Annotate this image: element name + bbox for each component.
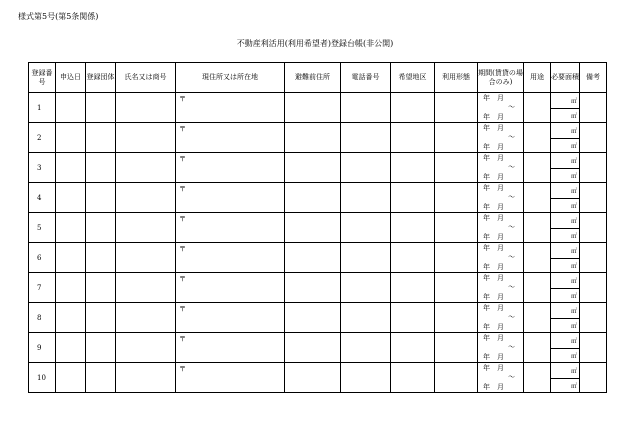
apply-date-cell[interactable] — [56, 183, 86, 213]
period-tilde: ～ — [508, 253, 515, 261]
area-subcell-top[interactable] — [551, 153, 579, 169]
apply-date-cell[interactable] — [56, 303, 86, 333]
evac-address-cell[interactable] — [285, 93, 341, 123]
period-to: 年 月 — [483, 233, 504, 241]
name-cell[interactable] — [116, 123, 176, 153]
period-tilde: ～ — [508, 103, 515, 111]
period-to: 年 月 — [483, 143, 504, 151]
reg-no-cell: 6 — [29, 243, 56, 273]
area-subcell-top[interactable] — [551, 123, 579, 139]
area-subcell-bottom[interactable] — [551, 258, 579, 273]
area-wish-cell[interactable] — [391, 363, 435, 393]
evac-address-cell[interactable] — [285, 153, 341, 183]
name-cell[interactable] — [116, 303, 176, 333]
evac-address-cell[interactable] — [285, 273, 341, 303]
remarks-cell[interactable] — [580, 183, 607, 213]
area-subcell-top[interactable] — [551, 93, 579, 109]
period-tilde: ～ — [508, 373, 515, 381]
reg-group-cell[interactable] — [86, 213, 116, 243]
table-row — [29, 153, 607, 183]
area-subcell-bottom[interactable] — [551, 108, 579, 123]
area-subcell-top[interactable] — [551, 303, 579, 319]
area-subcell-bottom[interactable] — [551, 138, 579, 153]
use-cell[interactable] — [524, 183, 551, 213]
apply-date-cell[interactable] — [56, 333, 86, 363]
reg-group-cell[interactable] — [86, 123, 116, 153]
reg-group-cell[interactable] — [86, 273, 116, 303]
period-from: 年 月 — [483, 364, 504, 372]
header-apply-date: 申込日 — [56, 63, 86, 93]
period-to: 年 月 — [483, 173, 504, 181]
area-unit: ㎡ — [570, 383, 577, 390]
area-unit: ㎡ — [570, 233, 577, 240]
period-from: 年 月 — [483, 334, 504, 342]
period-tilde: ～ — [508, 283, 515, 291]
usage-form-cell[interactable] — [435, 243, 478, 273]
area-subcell-bottom[interactable] — [551, 228, 579, 243]
required-area-cell[interactable] — [551, 303, 580, 333]
address-cell[interactable] — [176, 123, 285, 153]
area-subcell-top[interactable] — [551, 183, 579, 199]
phone-cell[interactable] — [341, 273, 391, 303]
apply-date-cell[interactable] — [56, 363, 86, 393]
address-cell[interactable] — [176, 303, 285, 333]
use-cell[interactable] — [524, 93, 551, 123]
use-cell[interactable] — [524, 273, 551, 303]
name-cell[interactable] — [116, 183, 176, 213]
area-unit: ㎡ — [570, 203, 577, 210]
period-from: 年 月 — [483, 214, 504, 222]
header-period: 期間(賃貸の場合のみ) — [478, 63, 524, 93]
reg-group-cell[interactable] — [86, 243, 116, 273]
area-subcell-top[interactable] — [551, 213, 579, 229]
period-tilde: ～ — [508, 223, 515, 231]
period-to: 年 月 — [483, 353, 504, 361]
name-cell[interactable] — [116, 153, 176, 183]
period-tilde: ～ — [508, 163, 515, 171]
header-row — [29, 63, 607, 93]
area-unit: ㎡ — [570, 338, 577, 345]
period-from: 年 月 — [483, 154, 504, 162]
reg-group-cell[interactable] — [86, 333, 116, 363]
period-tilde: ～ — [508, 133, 515, 141]
period-to: 年 月 — [483, 203, 504, 211]
header-area-wish: 希望地区 — [391, 63, 435, 93]
evac-address-cell[interactable] — [285, 363, 341, 393]
period-to: 年 月 — [483, 323, 504, 331]
table-row — [29, 363, 607, 393]
usage-form-cell[interactable] — [435, 363, 478, 393]
area-subcell-bottom[interactable] — [551, 168, 579, 183]
use-cell[interactable] — [524, 153, 551, 183]
postal-mark: 〒 — [179, 245, 186, 253]
area-unit: ㎡ — [570, 323, 577, 330]
period-cell[interactable] — [478, 333, 524, 363]
postal-mark: 〒 — [179, 95, 186, 103]
required-area-cell[interactable] — [551, 153, 580, 183]
header-phone: 電話番号 — [341, 63, 391, 93]
period-cell[interactable] — [478, 273, 524, 303]
required-area-cell[interactable] — [551, 273, 580, 303]
period-tilde: ～ — [508, 193, 515, 201]
required-area-cell[interactable] — [551, 213, 580, 243]
period-from: 年 月 — [483, 244, 504, 252]
period-tilde: ～ — [508, 343, 515, 351]
phone-cell[interactable] — [341, 183, 391, 213]
header-required-area: 必要面積 — [551, 63, 580, 93]
use-cell[interactable] — [524, 123, 551, 153]
area-wish-cell[interactable] — [391, 213, 435, 243]
remarks-cell[interactable] — [580, 273, 607, 303]
required-area-cell[interactable] — [551, 183, 580, 213]
reg-group-cell[interactable] — [86, 153, 116, 183]
phone-cell[interactable] — [341, 153, 391, 183]
reg-no-cell: 7 — [29, 273, 56, 303]
address-cell[interactable] — [176, 153, 285, 183]
area-subcell-top[interactable] — [551, 243, 579, 259]
table-row — [29, 213, 607, 243]
area-unit: ㎡ — [570, 158, 577, 165]
usage-form-cell[interactable] — [435, 183, 478, 213]
usage-form-cell[interactable] — [435, 303, 478, 333]
area-wish-cell[interactable] — [391, 243, 435, 273]
reg-no-cell: 3 — [29, 153, 56, 183]
area-unit: ㎡ — [570, 98, 577, 105]
postal-mark: 〒 — [179, 125, 186, 133]
postal-mark: 〒 — [179, 275, 186, 283]
period-tilde: ～ — [508, 313, 515, 321]
phone-cell[interactable] — [341, 93, 391, 123]
postal-mark: 〒 — [179, 305, 186, 313]
required-area-cell[interactable] — [551, 93, 580, 123]
name-cell[interactable] — [116, 363, 176, 393]
area-subcell-bottom[interactable] — [551, 288, 579, 303]
evac-address-cell[interactable] — [285, 243, 341, 273]
header-usage-form: 利用形態 — [435, 63, 478, 93]
period-cell[interactable] — [478, 123, 524, 153]
postal-mark: 〒 — [179, 215, 186, 223]
reg-no-cell: 2 — [29, 123, 56, 153]
area-wish-cell[interactable] — [391, 333, 435, 363]
area-wish-cell[interactable] — [391, 153, 435, 183]
reg-no-cell: 5 — [29, 213, 56, 243]
use-cell[interactable] — [524, 243, 551, 273]
area-unit: ㎡ — [570, 218, 577, 225]
area-unit: ㎡ — [570, 113, 577, 120]
table-row — [29, 303, 607, 333]
period-from: 年 月 — [483, 94, 504, 102]
address-cell[interactable] — [176, 273, 285, 303]
reg-group-cell[interactable] — [86, 93, 116, 123]
period-from: 年 月 — [483, 274, 504, 282]
period-to: 年 月 — [483, 293, 504, 301]
apply-date-cell[interactable] — [56, 213, 86, 243]
area-subcell-bottom[interactable] — [551, 198, 579, 213]
area-subcell-top[interactable] — [551, 333, 579, 349]
use-cell[interactable] — [524, 333, 551, 363]
phone-cell[interactable] — [341, 123, 391, 153]
use-cell[interactable] — [524, 363, 551, 393]
header-name: 氏名又は商号 — [116, 63, 176, 93]
document-title: 不動産利活用(利用希望者)登録台帳(非公開) — [236, 39, 394, 48]
apply-date-cell[interactable] — [56, 273, 86, 303]
postal-mark: 〒 — [179, 155, 186, 163]
evac-address-cell[interactable] — [285, 303, 341, 333]
area-subcell-bottom[interactable] — [551, 378, 579, 393]
required-area-cell[interactable] — [551, 243, 580, 273]
area-wish-cell[interactable] — [391, 93, 435, 123]
period-from: 年 月 — [483, 304, 504, 312]
use-cell[interactable] — [524, 303, 551, 333]
area-unit: ㎡ — [570, 128, 577, 135]
name-cell[interactable] — [116, 243, 176, 273]
name-cell[interactable] — [116, 333, 176, 363]
period-cell[interactable] — [478, 213, 524, 243]
postal-mark: 〒 — [179, 365, 186, 373]
address-cell[interactable] — [176, 363, 285, 393]
usage-form-cell[interactable] — [435, 153, 478, 183]
table-row — [29, 183, 607, 213]
address-cell[interactable] — [176, 243, 285, 273]
period-cell[interactable] — [478, 183, 524, 213]
area-unit: ㎡ — [570, 248, 577, 255]
name-cell[interactable] — [116, 273, 176, 303]
usage-form-cell[interactable] — [435, 123, 478, 153]
header-address: 現住所又は所在地 — [176, 63, 285, 93]
reg-no-cell: 8 — [29, 303, 56, 333]
table-row — [29, 123, 607, 153]
area-subcell-bottom[interactable] — [551, 318, 579, 333]
required-area-cell[interactable] — [551, 123, 580, 153]
period-to: 年 月 — [483, 113, 504, 121]
area-unit: ㎡ — [570, 293, 577, 300]
period-cell[interactable] — [478, 93, 524, 123]
phone-cell[interactable] — [341, 333, 391, 363]
usage-form-cell[interactable] — [435, 273, 478, 303]
evac-address-cell[interactable] — [285, 213, 341, 243]
area-unit: ㎡ — [570, 353, 577, 360]
table-body — [29, 93, 607, 393]
remarks-cell[interactable] — [580, 153, 607, 183]
period-cell[interactable] — [478, 243, 524, 273]
remarks-cell[interactable] — [580, 213, 607, 243]
area-wish-cell[interactable] — [391, 123, 435, 153]
address-cell[interactable] — [176, 333, 285, 363]
area-wish-cell[interactable] — [391, 183, 435, 213]
table-row — [29, 333, 607, 363]
period-cell[interactable] — [478, 363, 524, 393]
area-unit: ㎡ — [570, 173, 577, 180]
period-cell[interactable] — [478, 153, 524, 183]
usage-form-cell[interactable] — [435, 333, 478, 363]
area-unit: ㎡ — [570, 188, 577, 195]
reg-no-cell: 9 — [29, 333, 56, 363]
period-from: 年 月 — [483, 184, 504, 192]
area-subcell-top[interactable] — [551, 363, 579, 379]
reg-group-cell[interactable] — [86, 183, 116, 213]
period-to: 年 月 — [483, 263, 504, 271]
phone-cell[interactable] — [341, 363, 391, 393]
apply-date-cell[interactable] — [56, 93, 86, 123]
header-use: 用途 — [524, 63, 551, 93]
area-subcell-top[interactable] — [551, 273, 579, 289]
required-area-cell[interactable] — [551, 363, 580, 393]
header-reg-group: 登録団体 — [86, 63, 116, 93]
remarks-cell[interactable] — [580, 243, 607, 273]
remarks-cell[interactable] — [580, 123, 607, 153]
name-cell[interactable] — [116, 213, 176, 243]
address-cell[interactable] — [176, 183, 285, 213]
phone-cell[interactable] — [341, 243, 391, 273]
apply-date-cell[interactable] — [56, 153, 86, 183]
area-subcell-bottom[interactable] — [551, 348, 579, 363]
header-evac-address: 避難前住所 — [285, 63, 341, 93]
name-cell[interactable] — [116, 93, 176, 123]
remarks-cell[interactable] — [580, 363, 607, 393]
period-from: 年 月 — [483, 124, 504, 132]
evac-address-cell[interactable] — [285, 123, 341, 153]
reg-no-cell: 1 — [29, 93, 56, 123]
evac-address-cell[interactable] — [285, 183, 341, 213]
table-row — [29, 93, 607, 123]
table-row — [29, 243, 607, 273]
address-cell[interactable] — [176, 213, 285, 243]
usage-form-cell[interactable] — [435, 93, 478, 123]
reg-no-cell: 10 — [29, 363, 56, 393]
postal-mark: 〒 — [179, 335, 186, 343]
area-unit: ㎡ — [570, 308, 577, 315]
table-row — [29, 273, 607, 303]
registration-table — [28, 62, 607, 393]
apply-date-cell[interactable] — [56, 123, 86, 153]
form-label: 様式第5号(第5条関係) — [18, 12, 99, 21]
apply-date-cell[interactable] — [56, 243, 86, 273]
reg-group-cell[interactable] — [86, 303, 116, 333]
postal-mark: 〒 — [179, 185, 186, 193]
reg-group-cell[interactable] — [86, 363, 116, 393]
area-wish-cell[interactable] — [391, 303, 435, 333]
area-unit: ㎡ — [570, 263, 577, 270]
remarks-cell[interactable] — [580, 93, 607, 123]
phone-cell[interactable] — [341, 213, 391, 243]
address-cell[interactable] — [176, 93, 285, 123]
use-cell[interactable] — [524, 213, 551, 243]
period-to: 年 月 — [483, 383, 504, 391]
usage-form-cell[interactable] — [435, 213, 478, 243]
required-area-cell[interactable] — [551, 333, 580, 363]
area-wish-cell[interactable] — [391, 273, 435, 303]
evac-address-cell[interactable] — [285, 333, 341, 363]
reg-no-cell: 4 — [29, 183, 56, 213]
area-unit: ㎡ — [570, 143, 577, 150]
remarks-cell[interactable] — [580, 333, 607, 363]
header-remarks: 備考 — [580, 63, 607, 93]
period-cell[interactable] — [478, 303, 524, 333]
remarks-cell[interactable] — [580, 303, 607, 333]
area-unit: ㎡ — [570, 368, 577, 375]
phone-cell[interactable] — [341, 303, 391, 333]
area-unit: ㎡ — [570, 278, 577, 285]
header-reg-no: 登録番号 — [29, 63, 56, 93]
